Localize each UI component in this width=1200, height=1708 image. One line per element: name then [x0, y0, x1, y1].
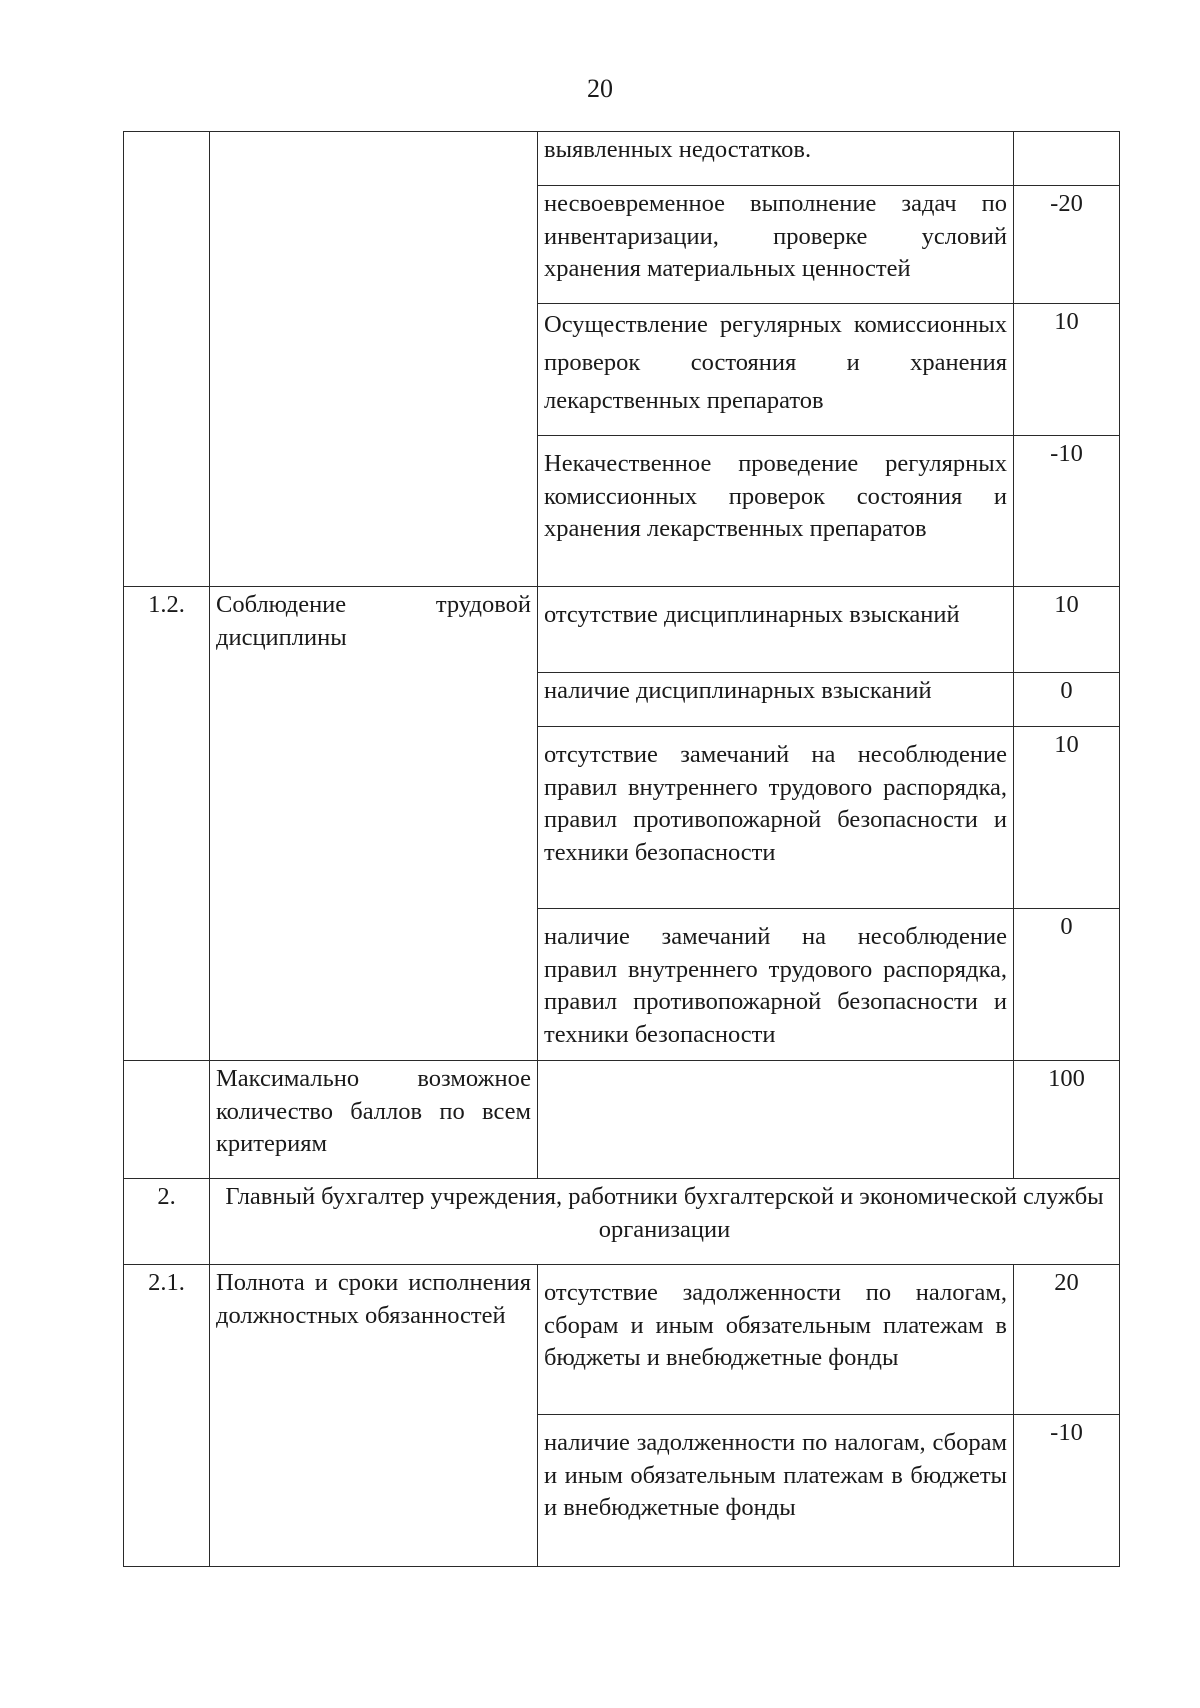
score-cell: 0: [1014, 673, 1120, 727]
score-cell: 10: [1014, 587, 1120, 673]
criterion-name: Соблюдение трудовой дисциплины: [210, 587, 538, 1061]
table-row: [124, 1061, 1120, 1179]
table-row: [124, 587, 1120, 673]
indicator-text: наличие дисциплинарных взысканий: [538, 673, 1014, 727]
num-cell-empty: [124, 132, 210, 587]
table-row: [124, 1265, 1120, 1415]
score-cell: 10: [1014, 727, 1120, 909]
indicator-text: Некачественное проведение регулярных комиссионных проверок состояния и хранения лекарственных препаратов: [538, 436, 1014, 587]
table-row: [124, 1179, 1120, 1265]
indicator-text: отсутствие задолженности по налогам, сборам и иным обязательным платежам в бюджеты и внебюджетные фонды: [538, 1265, 1014, 1415]
criterion-name: Полнота и сроки исполнения должностных обязанностей: [210, 1265, 538, 1567]
criterion-number: 2.1.: [124, 1265, 210, 1567]
score-cell: 20: [1014, 1265, 1120, 1415]
indicator-text: Осуществление регулярных комиссионных проверок состояния и хранения лекарственных препаратов: [538, 304, 1014, 436]
criteria-table: [123, 131, 1120, 1567]
name-cell-empty: [210, 132, 538, 587]
indicator-text: наличие замечаний на несоблюдение правил внутреннего трудового распорядка, правил противопожарной безопасности и техники безопасности: [538, 909, 1014, 1061]
score-cell: 0: [1014, 909, 1120, 1061]
table-row: [124, 132, 1120, 186]
section-number: 2.: [124, 1179, 210, 1265]
indicator-text: несвоевременное выполнение задач по инвентаризации, проверке условий хранения материальных ценностей: [538, 186, 1014, 304]
max-total-score: 100: [1014, 1061, 1120, 1179]
indicator-text: отсутствие замечаний на несоблюдение правил внутреннего трудового распорядка, правил противопожарной безопасности и техники безопасности: [538, 727, 1014, 909]
score-cell: 10: [1014, 304, 1120, 436]
criterion-number: 1.2.: [124, 587, 210, 1061]
section-title: Главный бухгалтер учреждения, работники бухгалтерской и экономической службы организации: [210, 1179, 1120, 1265]
score-cell: -10: [1014, 436, 1120, 587]
indicator-text: наличие задолженности по налогам, сборам и иным обязательным платежам в бюджеты и внебюджетные фонды: [538, 1415, 1014, 1567]
score-cell: -20: [1014, 186, 1120, 304]
indicator-text-empty: [538, 1061, 1014, 1179]
indicator-text: отсутствие дисциплинарных взысканий: [538, 587, 1014, 673]
num-cell-empty: [124, 1061, 210, 1179]
indicator-text: выявленных недостатков.: [538, 132, 1014, 186]
max-total-label: Максимально возможное количество баллов по всем критериям: [210, 1061, 538, 1179]
score-cell: -10: [1014, 1415, 1120, 1567]
page-number: 20: [587, 74, 613, 103]
score-cell: [1014, 132, 1120, 186]
